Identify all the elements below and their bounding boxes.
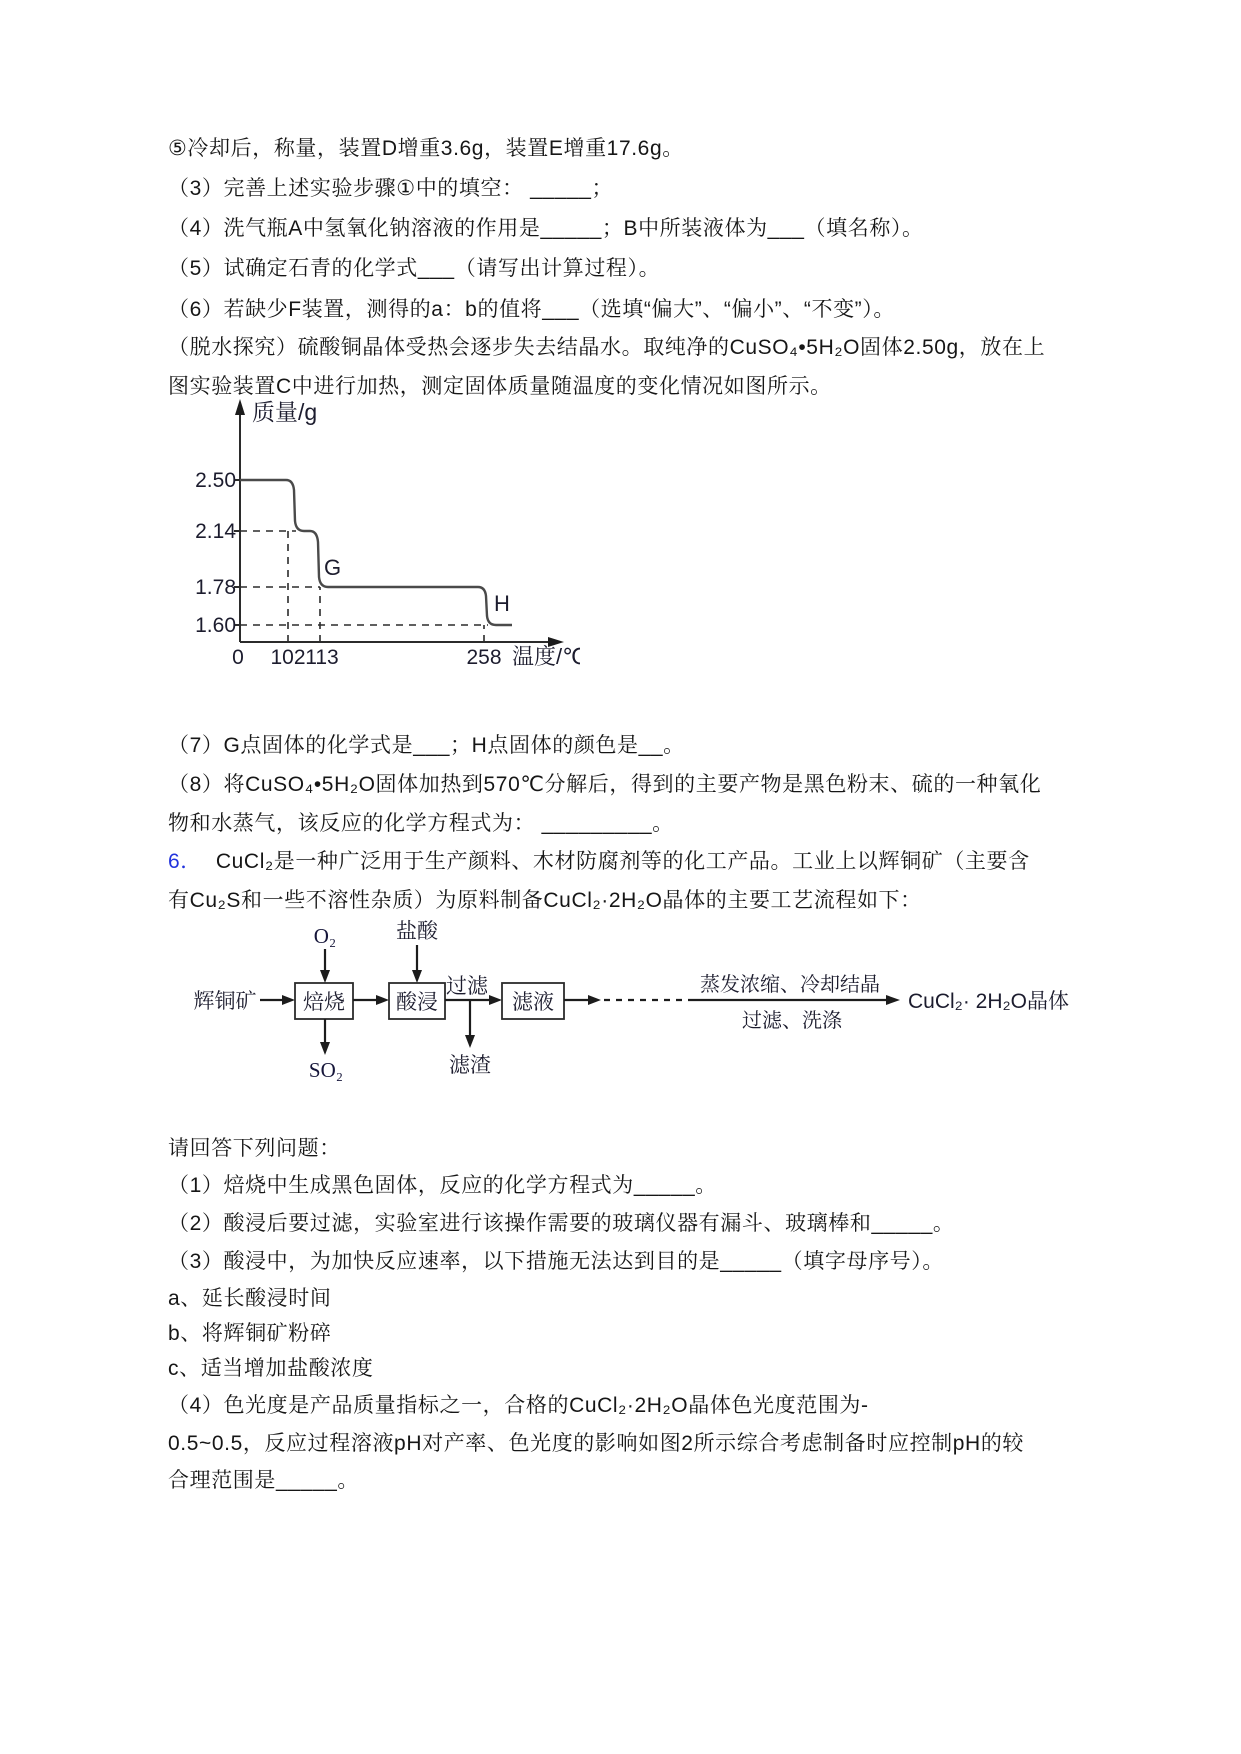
text-answer-prompt: 请回答下列问题： [168, 1137, 341, 1160]
text-q6f: （6）若缺少F装置，测得的a：b的值将___（选填“偏大”、“偏小”、“不变”）。 [168, 298, 895, 321]
point-g-label: G [324, 555, 342, 580]
flow-filter-label: 过滤 [446, 975, 488, 998]
text-sub2: （2）酸浸后要过滤，实验室进行该操作需要的玻璃仪器有漏斗、玻璃棒和_____。 [168, 1212, 955, 1235]
text-dehydration-1: （脱水探究）硫酸铜晶体受热会逐步失去结晶水。取纯净的CuSO₄•5H₂O固体2.50g，放在上 [168, 336, 1046, 359]
xtick-113: 113 [305, 646, 339, 669]
y-axis-label: 质量/g [252, 399, 318, 425]
mass-temperature-chart [160, 395, 580, 677]
text-sub3: （3）酸浸中，为加快反应速率，以下措施无法达到目的是_____（填字母序号）。 [168, 1250, 944, 1273]
text-q3: （3）完善上述实验步骤①中的填空： _____； [168, 177, 614, 200]
arrow-down-icon [465, 1035, 475, 1048]
arrow-right-icon [588, 995, 601, 1005]
arrow-right-icon [886, 995, 900, 1005]
arrow-down-icon [320, 970, 330, 983]
arrow-right-icon [282, 995, 295, 1005]
text-q8a: （8）将CuSO₄•5H₂O固体加热到570℃分解后，得到的主要产物是黑色粉末、硫的一种氧化 [168, 773, 1042, 796]
text-sub1: （1）焙烧中生成黑色固体，反应的化学方程式为_____。 [168, 1174, 717, 1197]
text-sub4-line1: （4）色光度是产品质量指标之一，合格的CuCl₂·2H₂O晶体色光度范围为- [168, 1394, 869, 1417]
arrow-right-icon [489, 995, 502, 1005]
flow-evaporate-label: 蒸发浓缩、冷却结晶 [700, 974, 880, 996]
text-option-b: b、将辉铜矿粉碎 [168, 1322, 332, 1345]
text-q8b: 物和水蒸气，该反应的化学方程式为： _________。 [168, 812, 674, 835]
text-option-c: c、适当增加盐酸浓度 [168, 1357, 374, 1380]
flow-product-label: CuCl₂· 2H₂O晶体 [908, 990, 1069, 1013]
process-flow-diagram [160, 915, 1100, 1087]
ytick-1.60: 1.60 [195, 614, 236, 637]
text-q6-intro-2: 有Cu₂S和一些不溶性杂质）为原料制备CuCl₂·2H₂O晶体的主要工艺流程如下： [168, 889, 922, 912]
flow-oxygen-label: O₂ [313, 924, 337, 948]
text-dehydration-2: 图实验装置C中进行加热，测定固体质量随温度的变化情况如图所示。 [168, 375, 832, 398]
text-sub4-line3: 合理范围是_____。 [168, 1469, 359, 1492]
flow-filtrate-label: 滤液 [512, 991, 554, 1014]
flow-roast-label: 焙烧 [303, 991, 345, 1014]
arrow-right-icon [376, 995, 389, 1005]
xtick-102: 102 [270, 646, 306, 669]
flow-leach-label: 酸浸 [396, 991, 438, 1014]
flow-residue-label: 滤渣 [449, 1054, 491, 1077]
text-q5: （5）试确定石青的化学式___（请写出计算过程）。 [168, 257, 661, 280]
flow-svg [160, 915, 1100, 1087]
ytick-2.50: 2.50 [195, 469, 236, 492]
text-q7: （7）G点固体的化学式是___；H点固体的颜色是__。 [168, 734, 685, 757]
y-axis-arrow-icon [235, 399, 245, 415]
chart-svg [160, 395, 580, 677]
text-step5: ⑤冷却后，称量，装置D增重3.6g，装置E增重17.6g。 [168, 137, 684, 160]
x-axis-label: 温度/℃ [512, 644, 580, 669]
text-option-a: a、延长酸浸时间 [168, 1287, 332, 1310]
text-q4: （4）洗气瓶A中氢氧化钠溶液的作用是_____；B中所装液体为___（填名称）。 [168, 217, 924, 240]
mass-curve [240, 480, 512, 625]
text-sub4-line2: 0.5~0.5，反应过程溶液pH对产率、色光度的影响如图2所示综合考虑制备时应控制pH的较 [168, 1432, 1025, 1455]
q6-intro-text: CuCl₂是一种广泛用于生产颜料、木材防腐剂等的化工产品。工业上以辉铜矿（主要含 [215, 850, 1030, 873]
question-number-6: 6． [168, 850, 202, 873]
ytick-2.14: 2.14 [195, 520, 236, 543]
point-h-label: H [494, 591, 510, 616]
xtick-0: 0 [232, 646, 244, 669]
flow-so2-label: SO₂ [308, 1058, 344, 1082]
flow-acid-label: 盐酸 [396, 920, 438, 943]
ytick-1.78: 1.78 [195, 576, 236, 599]
xtick-258: 258 [466, 646, 502, 669]
arrow-down-icon [412, 970, 422, 983]
flow-source-label: 辉铜矿 [193, 990, 257, 1013]
arrow-down-icon [320, 1042, 330, 1055]
text-q6-intro-1 [168, 849, 1030, 875]
flow-wash-label: 过滤、洗涤 [742, 1010, 842, 1032]
